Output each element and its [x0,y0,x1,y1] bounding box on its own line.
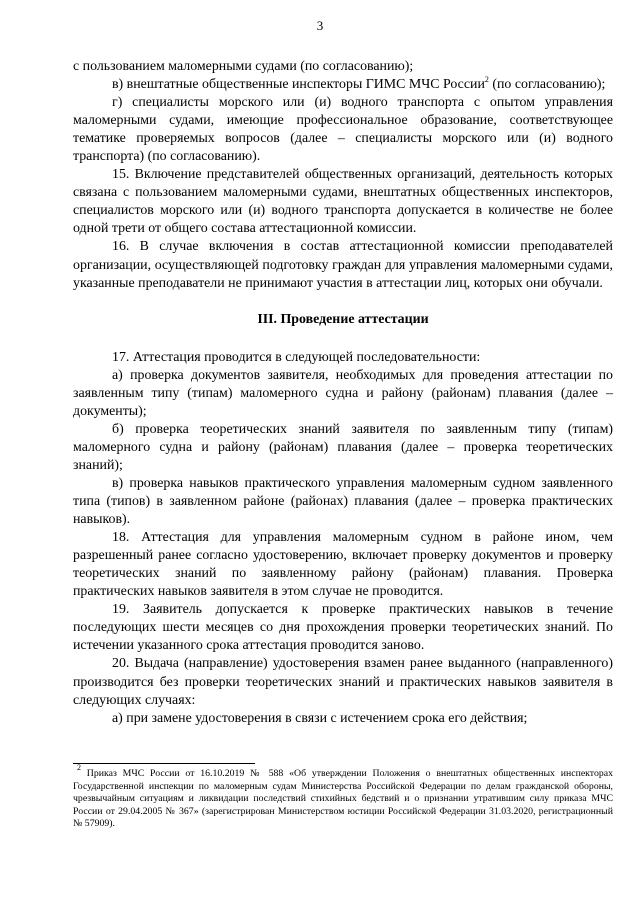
footnote-reference[interactable]: 2 [484,75,489,85]
paragraph-text: (по согласованию); [488,77,606,93]
section-heading: III. Проведение аттестации [257,311,429,327]
paragraph: г) специалисты морского или (и) водного транспорта с опытом управления маломерными судами, имеющие профессиональное образование, соответствующее тематике проверяемых вопросов (далее – специалисты морского или (и) водного транспорта) (по согласованию). [73,95,613,165]
footnote-text [73,763,613,831]
document-body [73,58,613,728]
paragraph: а) при замене удостоверения в связи с истечением срока его действия; [112,710,528,726]
paragraph [73,76,613,94]
paragraph: 15. Включение представителей общественных организаций, деятельность которых связана с пользованием маломерными судами, внештатных общественных инспекторов, специалистов морского или (и) водного транспорта допускается в количестве не более одной трети от общего состава аттестационной комиссии. [73,167,613,237]
page-number: 3 [316,18,324,33]
paragraph: в) проверка навыков практического управления маломерным судном заявленного типа (типов) в заявленном районе (районах) плавания (далее – проверка практических навыков). [73,475,613,528]
paragraph: 19. Заявитель допускается к проверке практических навыков в течение последующих шести месяцев со дня прохождения проверки теоретических знаний. По истечении указанного срока аттестация проводится заново. [73,602,613,654]
footnote-marker: 2 [77,763,81,772]
footnote-body: Приказ МЧС России от 16.10.2019 № 588 «Об утверждении Положения о внештатных общественных инспекторах Государственной инспекции по маломерным судам Министерства Российской Федерации по делам гражданской обороны, чрезвычайным ситуациям и ликвидации последствий стихийных бедствий и о признании утратившим силу приказа МЧС России от 29.04.2005 № 367» (зарегистрирован Министерством юстиции Российской Федерации 31.03.2020, регистрационный № 57909). [73,768,613,830]
paragraph: 16. В случае включения в состав аттестационной комиссии преподавателей организации, осуществляющей подготовку граждан для управления маломерными судами, указанные преподаватели не принимают участия в аттестации лиц, которых они обучали. [73,239,613,291]
paragraph: 17. Аттестация проводится в следующей последовательности: [112,349,481,365]
footnote [73,763,613,831]
paragraph: а) проверка документов заявителя, необходимых для проведения аттестации по заявленным типу (типам) маломерного судна и району (районам) плавания (далее – документы); [73,367,613,419]
paragraph: 20. Выдача (направление) удостоверения взамен ранее выданного (направленного) производится без проверки теоретических знаний и практических навыков заявителя в следующих случаях: [73,656,613,708]
paragraph: 18. Аттестация для управления маломерным судном в районе ином, чем разрешенный ранее согласно удостоверению, включает проверку документов и проверку теоретических знаний по заявленному району (районам) плавания. Проверка практических навыков заявителя в этом случае не проводится. [73,530,613,600]
paragraph: б) проверка теоретических знаний заявителя по заявленным типу (типам) маломерного судна и району (районам) плавания (далее – проверка теоретических знаний); [73,421,613,473]
footnote-divider [73,763,255,764]
paragraph-text: в) внештатные общественные инспекторы ГИМС МЧС России [112,77,485,93]
paragraph: с пользованием маломерными судами (по согласованию); [73,59,414,74]
